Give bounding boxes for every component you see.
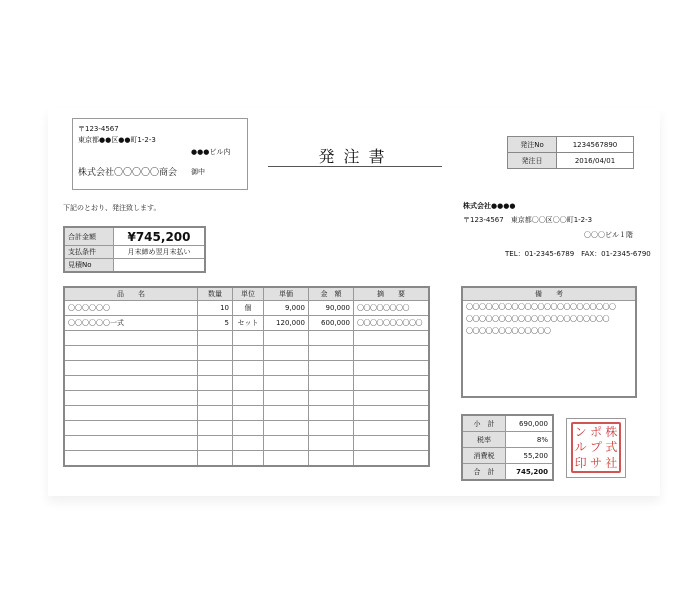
consumption-tax-label: 消費税 [462, 448, 506, 464]
table-row [64, 391, 429, 406]
item-name: 〇〇〇〇〇〇一式 [64, 316, 198, 331]
col-header-amount: 金 額 [309, 287, 354, 301]
tax-rate-value: 8% [506, 432, 554, 448]
issuer-company: 株式会社●●●● [463, 202, 516, 210]
table-row [64, 331, 429, 346]
notes-header: 備 考 [463, 288, 635, 301]
recipient-address: 東京都●●区●●町1-2-3 [78, 136, 156, 144]
issuer-address: 〒123-4567 東京都〇〇区〇〇町1-2-3 [463, 216, 593, 224]
item-note: 〇〇〇〇〇〇〇〇 [354, 301, 430, 316]
items-table [63, 286, 430, 467]
table-row [64, 451, 429, 467]
item-price: 120,000 [264, 316, 309, 331]
summary-row [64, 259, 205, 273]
recipient-honorific: 御中 [191, 168, 205, 176]
company-seal-stamp: ン ポ 株 ル プ 式 印 サ 社 [571, 422, 621, 473]
table-row [64, 406, 429, 421]
notes-box [461, 286, 637, 398]
payment-terms-value: 月末締め翌月末払い [114, 246, 206, 259]
item-qty: 5 [198, 316, 233, 331]
meta-row [508, 153, 634, 169]
col-header-qty: 数量 [198, 287, 233, 301]
totals-row [462, 464, 553, 481]
table-row [64, 301, 429, 316]
page-title: 発注書 [318, 147, 394, 166]
table-row [64, 316, 429, 331]
meta-row [508, 137, 634, 153]
table-row [64, 436, 429, 451]
item-unit: 個 [233, 301, 264, 316]
tax-rate-label: 税率 [462, 432, 506, 448]
payment-terms-label: 支払条件 [64, 246, 114, 259]
col-header-name: 品 名 [64, 287, 198, 301]
subtotal-value: 690,000 [506, 415, 554, 432]
item-name: 〇〇〇〇〇〇 [64, 301, 198, 316]
table-row [64, 421, 429, 436]
issuer-contact: TEL：01-2345-6789 FAX：01-2345-6790 [505, 250, 651, 258]
consumption-tax-value: 55,200 [506, 448, 554, 464]
totals-row [462, 415, 553, 432]
totals-row [462, 448, 553, 464]
subtotal-label: 小 計 [462, 415, 506, 432]
totals-row [462, 432, 553, 448]
summary-table [63, 226, 206, 273]
table-row [64, 376, 429, 391]
col-header-unit: 単位 [233, 287, 264, 301]
notes-line: 〇〇〇〇〇〇〇〇〇〇〇〇〇〇〇〇〇〇〇〇〇〇〇 [466, 303, 616, 311]
grand-total-label: 合 計 [462, 464, 506, 481]
col-header-note: 摘 要 [354, 287, 430, 301]
totals-table [461, 414, 554, 481]
recipient-postal: 〒123-4567 [78, 125, 119, 133]
notes-line: 〇〇〇〇〇〇〇〇〇〇〇〇〇〇〇〇〇〇〇〇〇〇 [466, 315, 609, 323]
table-row [64, 346, 429, 361]
order-date-value: 2016/04/01 [557, 153, 634, 169]
item-note: 〇〇〇〇〇〇〇〇〇〇 [354, 316, 430, 331]
item-amount: 600,000 [309, 316, 354, 331]
item-amount: 90,000 [309, 301, 354, 316]
recipient-address-block [72, 118, 248, 190]
summary-row [64, 227, 205, 246]
item-price: 9,000 [264, 301, 309, 316]
grand-total-value: 745,200 [506, 464, 554, 481]
order-number-value: 1234567890 [557, 137, 634, 153]
estimate-number-value [114, 259, 206, 273]
order-date-label: 発注日 [508, 153, 557, 169]
item-qty: 10 [198, 301, 233, 316]
table-row [64, 361, 429, 376]
total-amount-label: 合計金額 [64, 227, 114, 246]
notes-line: 〇〇〇〇〇〇〇〇〇〇〇〇〇 [466, 327, 551, 335]
items-header-row [64, 287, 429, 301]
intro-text: 下記のとおり、発注致します。 [63, 204, 161, 212]
item-unit: セット [233, 316, 264, 331]
estimate-number-label: 見積No [64, 259, 114, 273]
order-number-label: 発注No [508, 137, 557, 153]
total-amount-value: ¥745,200 [114, 227, 206, 246]
summary-row [64, 246, 205, 259]
order-meta-table [507, 136, 634, 169]
title-underline [268, 166, 442, 167]
col-header-price: 単価 [264, 287, 309, 301]
issuer-building: 〇〇〇ビル１階 [584, 231, 633, 239]
recipient-building: ●●●ビル内 [191, 148, 231, 156]
recipient-company: 株式会社〇〇〇〇〇商会 [78, 168, 178, 178]
